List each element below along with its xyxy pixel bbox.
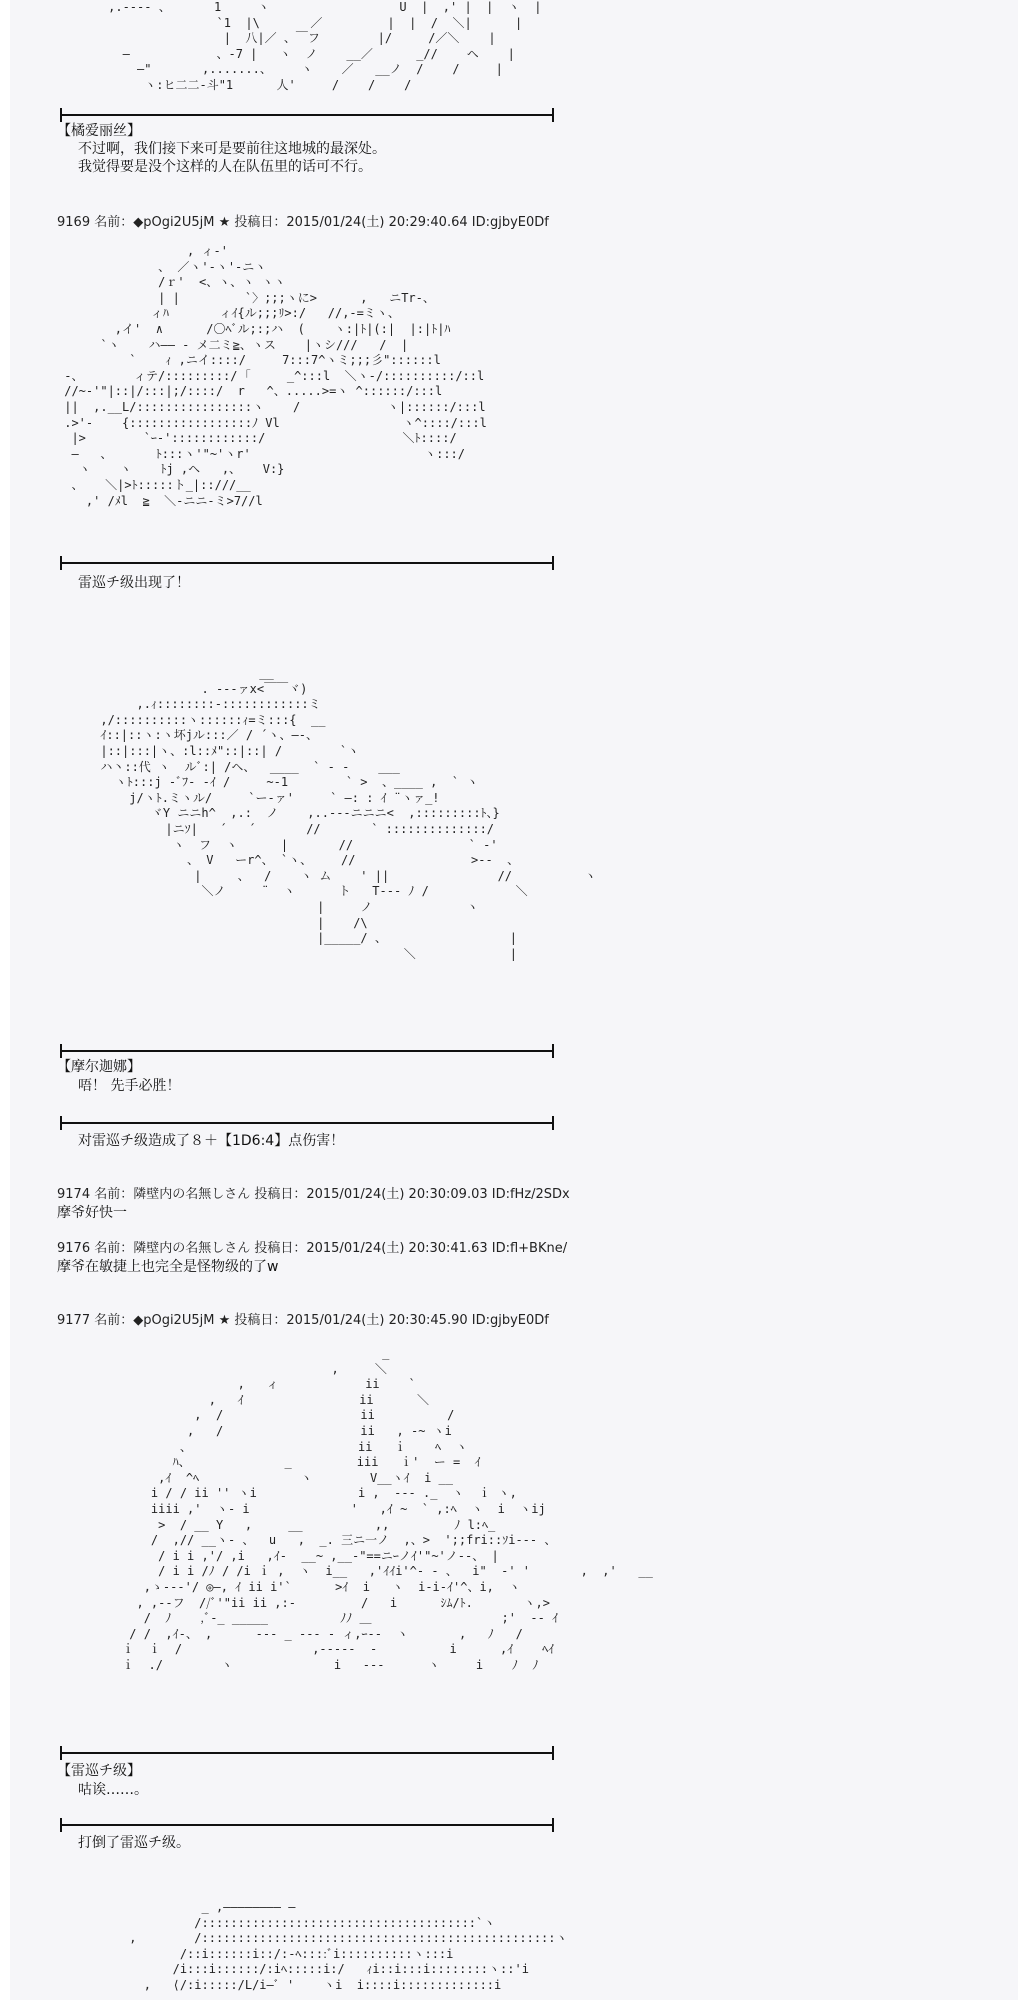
- divider: [60, 114, 554, 116]
- post-header-9174: 9174 名前：隣壁内の名無しさん 投稿日：2015/01/24(土) 20:30:09.03 ID:fHz/2SDx: [57, 1187, 570, 1202]
- divider: [60, 1122, 554, 1124]
- divider: [60, 1752, 554, 1754]
- ascii-art-attack: __ . --‐ァx<￣￣ヾ) ,.ｨ::::::::-::::::::::::ミ ,/::::::::::ヽ::::::ｨ=ミ:::{ __ ｲ::|::ヽ:ヽ坏jル:::／ / ´ヽ、―‐、 |::|:::|ヽ、:l::ﾒ"::|::| / `ヽ ハ丶::代 ヽ ルﾞ:| /ヘ、 ____ ` ‐ - ___ ヽﾄ:::j ‐ﾞﾌ‐ ‐ｲ / ~‐1 ` > 、____ , ` ヽ j/ヽﾄ.ミヽル/ `ー‐ァ' ` ―: : ｲ ¨ヽァ_! ヾY ニニh^ ,.: ノ ,..--‐ニニニ< ,:::::::::ﾄ、} |ニｿ| ´ ´ // ` ::::::::::::::/ ヽ フ ヽ | // ` ‐' 、 V ーr^、 `ヽ、 // >‐‐ 、 | 、 / ヽ ム ' || // ヽ ＼ノ ¨ ヽ ト T‐‐‐ ﾉ / ＼ | ノ ヽ | /\ |_____/ 、 | ＼ |: [100, 666, 597, 961]
- ascii-art-top: ,.---- 、 1 ヽ U | ,' | | ヽ | `1 |\ ／ | | / ＼| | | 八|／ 、￣フ |/ /／＼ | ― 、-7 | ヽ ノ __／ _// ヘ | ―" ,.......、 ヽ ／ __ノ / / | ヽ:ヒ二二‐斗"1 人' / / /: [108, 0, 542, 92]
- divider: [60, 1824, 554, 1826]
- speaker-name: 【摩尔迦娜】: [57, 1059, 141, 1075]
- narration-line: 对雷巡チ级造成了８＋【1D6:4】点伤害！: [78, 1133, 345, 1149]
- ascii-art-character: , ィ‐' 、 ／ヽ'‐ヽ'‐ニヽ /ｒ' <、ヽ、ヽ ヽヽ | | `〉;;;ヽに> , ニTr‐、 ィﾊ ィｲ{ル;;;ﾘ>:/ //,‐=ミヽ、 ,イ' ∧ /〇ﾍﾞル;:;ハ ( ヽ:|ﾄ|(:| |:|ﾄ|ﾊ `ヽ ハ―― ‐ メ二ミ≧、ヽス |ヽシ/// / | ` ｨ ,ニイ::::/ 7:::7^ヽミ;;;彡"::::::l -、 ィテ/:::::::::/ ｢ _^:::l ＼ヽ‐/::::::::::/::l //~‐'"|::|/:::|;/::::/ r ^、.....>=ヽ ^::::::/:::l || ,.__L/::::::::::::::::ヽ / ヽ|::::::/:::l .>'‐ {:::::::::::::::::ﾉ Vl ヽ^::::/:::l |> `ｰ‐'::::::::::::/ ＼ﾄ::::/ ― 、 ﾄ:::ヽ'"~'ヽr' ヽ:::/ ヽ ヽ ﾄj ,ヘ ,、 V:} 、 ＼|>ﾄ:::::ト_|::///__ ,' /ﾒl ≧ ＼‐ニニ‐ミ>7//l: [64, 244, 487, 508]
- post-text-9174: 摩爷好快一: [57, 1205, 127, 1221]
- manga-page: [10, 0, 1018, 2000]
- dialogue-line: 唔！ 先手必胜！: [78, 1078, 181, 1094]
- dialogue-line: 不过啊，我们接下来可是要前往这地城的最深处。: [78, 141, 386, 157]
- divider: [60, 562, 554, 564]
- post-header-9169: 9169 名前：◆pOgi2U5jM ★ 投稿日：2015/01/24(土) 20:29:40.64 ID:gjbyE0Df: [57, 215, 549, 230]
- ascii-art-bottom: _ ,―――――――― ― /::::::::::::::::::::::::::::::::::::::`ヽ , /:::::::::::::::::::::::::::::::::::::::::::::::::ヽ /::i::::::i::/:-ﾍ::::ﾞi::::::::::ヽ:::i /i:::i::::::/:iﾍ:::::i:/ ｨi::i:::i::::::::ヽ::'i , ⟨/:i:::::/L/i―ﾞ ' ヽi i::::i:::::::::::::i: [129, 1900, 568, 1992]
- dialogue-line: 我觉得要是没个这样的人在队伍里的话可不行。: [78, 159, 372, 175]
- dialogue-line: 咕诶……。: [78, 1782, 148, 1798]
- post-header-9177: 9177 名前：◆pOgi2U5jM ★ 投稿日：2015/01/24(土) 20:30:45.90 ID:gjbyE0Df: [57, 1313, 549, 1328]
- post-header-9176: 9176 名前：隣壁内の名無しさん 投稿日：2015/01/24(土) 20:30:41.63 ID:fl+BKne/: [57, 1241, 568, 1256]
- narration-line: 雷巡チ级出现了！: [78, 575, 190, 591]
- divider: [60, 1050, 554, 1052]
- narration-line: 打倒了雷巡チ级。: [78, 1835, 190, 1851]
- speaker-name: 【雷巡チ级】: [57, 1763, 141, 1779]
- speaker-name: 【橘爱丽丝】: [57, 123, 141, 139]
- ascii-art-defeated: _ , ＼ , ィ ii ` , ｲ ii ＼ , / ii / , / ii , ‐~ ヽi 、 ii ｉ ﾍ ヽ ﾊ、 _ iii ｉ' ー = ｲ ,ｲ ^ﾍ ヽ V__ヽｲ i __ i / / ii '' ヽi i , ‐‐‐ ._ ヽ ｉ ヽ, iiii ,' ヽ‐ i ' ,ｲ ~ ` ,:ﾍ ヽ i ヽij > / __ Y , __ ,, ﾉ l:ﾍ_ / ,// __ヽ‐ 、 u , _. 三ニ一ノ ,、> ';;fri::ｿi‐-- 、 / i i ,'/ ,i ,ｲ‐ __~ ,__‐"==ニｰノｲ'"~'ノ‐‐、 | / i i /ﾉ / /i ｉ , ヽ i__ ,'ｲｲi'^‐ - 、 i" ‐' ' , ,' __ ,ゝ‐‐‐'/ ◎―, ｲ ii i'` >ｲ i ヽ i‐i-ｲ'^、i, ヽ , ,‐‐フ //ﾞ'"ii ii ,:‐ / i ｼﾑ/ﾄ. ヽ,> / ﾉ ,ﾞ‐_ _____ ﾉﾉ ＿ ;' ‐‐ ｲ / / ,ｲ‐、 , ‐‐‐ _ ‐‐‐ ‐ ィ,ｰ‐‐ ヽ , ﾉ / ｉ ｉ / ,‐‐‐‐‐ ‐ i ,ｲ ﾍｲ ｉ ./ ヽ i ‐‐‐ ヽ i ﾉ ﾉ: [122, 1346, 653, 1672]
- post-text-9176: 摩爷在敏捷上也完全是怪物级的了w: [57, 1259, 279, 1275]
